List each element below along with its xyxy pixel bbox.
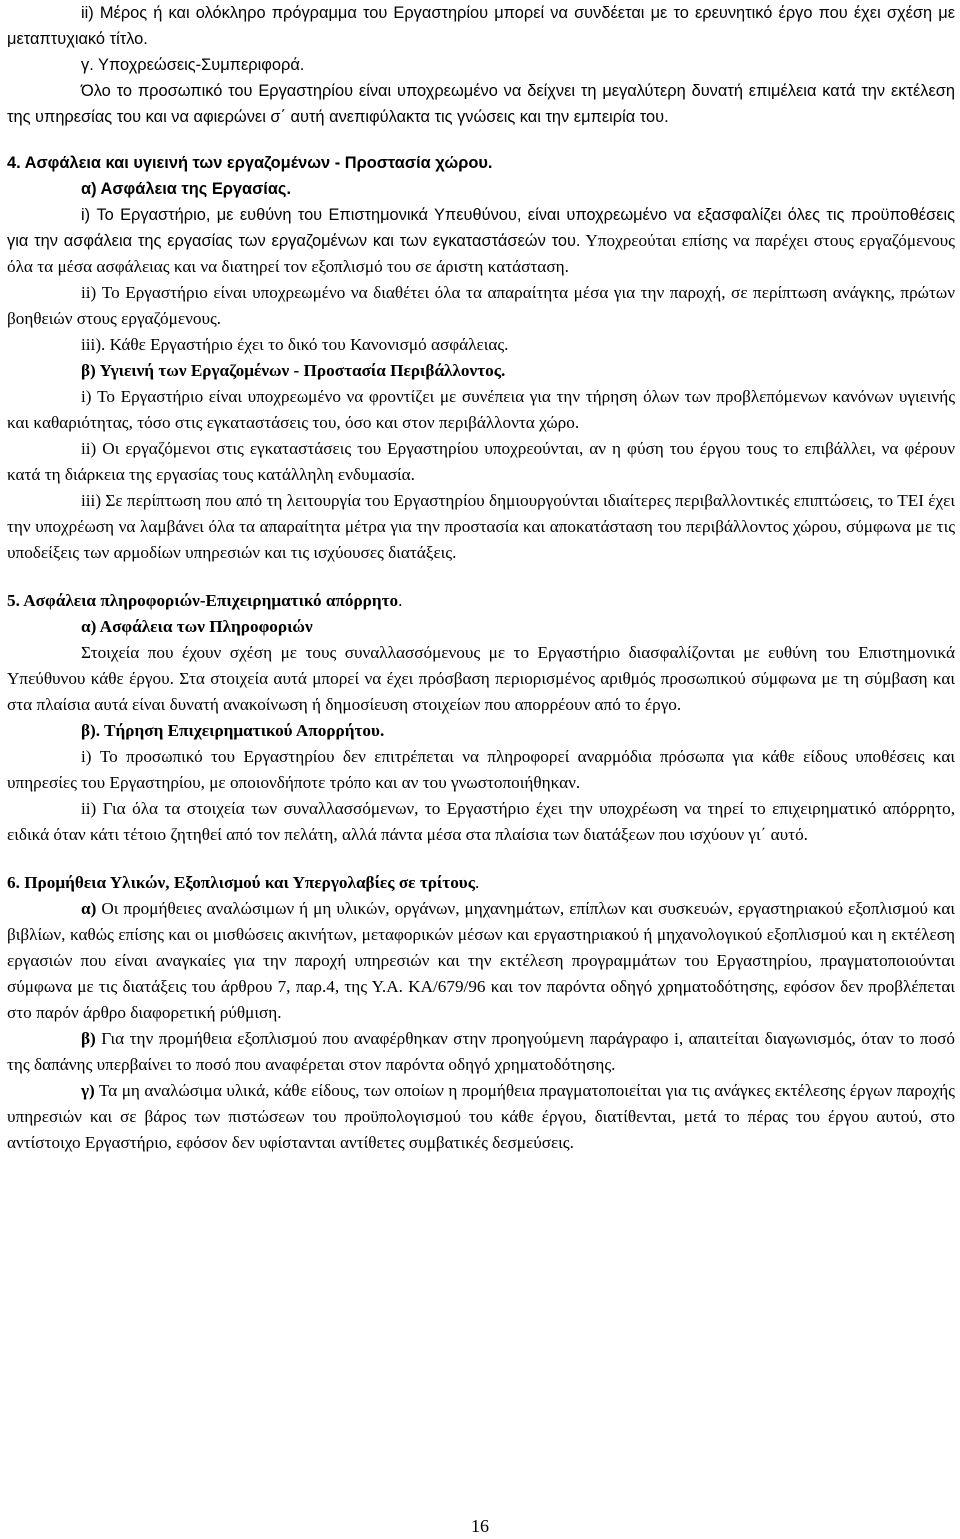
paragraph-4-b-iii: iii) Σε περίπτωση που από τη λειτουργία του Εργαστηρίου δημιουργούνται ιδιαίτερες περιβαλλοντικές επιπτώσεις, το ΤΕΙ έχει την υποχρέωση να λαμβάνει όλα τα απαραίτητα μέτρα για την προστασία και αποκατάσταση του περιβάλλοντος χώρου, σύμφωνα με τις υποδείξεις των αρμοδίων υπηρεσιών και τις ισχύουσες διατάξεις.: [7, 491, 955, 562]
subheading-5-b: [7, 718, 955, 744]
paragraph-4-a-i-sans: i) Το Εργαστήριο, με ευθύνη του Επιστημονικά Υπευθύνου, είναι υποχρεωμένο να εξασφαλίζει όλες τις προϋποθέσεις για την ασφάλεια της εργασίας των εργαζομένων και των εγκαταστάσεών του.: [7, 206, 955, 250]
paragraph-6-c-text: Τα μη αναλώσιμα υλικά, κάθε είδους, των οποίων η προμήθεια πραγματοποιείται για τις ανάγκες εκτέλεσης έργων παροχής υπηρεσιών και σε βάρος των πιστώσεων του προϋπολογισμού του κάθε έργου, διατίθενται, μετά το πέρας του έργου αυτού, στο αντίστοιχο Εργαστήριο, εφόσον δεν υφίστανται αντίθετες συμβατικές δεσμεύσεις.: [7, 1081, 955, 1152]
paragraph-6-b-label: β): [81, 1029, 96, 1048]
subheading-4-b: [7, 358, 955, 384]
subheading-3-g: γ. Υποχρεώσεις-Συμπεριφορά.: [81, 56, 305, 74]
heading-section-4: [7, 150, 955, 176]
paragraph-5-a: Στοιχεία που έχουν σχέση με τους συναλλασσόμενους με το Εργαστήριο διασφαλίζονται με ευθύνη του Επιστημονικά Υπεύθυνου κάθε έργου. Στα στοιχεία αυτά μπορεί να έχει πρόσβαση περιορισμένος αριθμός προσωπικού σύμφωνα με τη σύμβαση και στα πλαίσια αυτά είναι δυνατή ανακοίνωση ή δημοσίευση στοιχείων που απορρέουν από το έργο.: [7, 643, 955, 714]
page-number: 16: [471, 1516, 489, 1536]
heading-section-6: 6. Προμήθεια Υλικών, Εξοπλισμού και Υπεργολαβίες σε τρίτους.: [7, 873, 480, 892]
paragraph-6-a-label: α): [81, 899, 97, 918]
subheading-5-b-text: β). Τήρηση Επιχειρηματικού Απορρήτου.: [81, 721, 385, 740]
subheading-5-a: [7, 614, 955, 640]
paragraph-4-a-ii: ii) Το Εργαστήριο είναι υποχρεωμένο να διαθέτει όλα τα απαραίτητα μέσα για την παροχή, σε περίπτωση ανάγκης, πρώτων βοηθειών στους εργαζόμενους.: [7, 283, 955, 328]
paragraph-6-a: [7, 896, 955, 1026]
subheading-4-b-text: β) Υγιεινή των Εργαζομένων - Προστασία Περιβάλλοντος.: [81, 361, 506, 380]
spacer: [7, 566, 955, 588]
spacer: [7, 130, 955, 150]
paragraph-6-c-label: γ): [81, 1081, 95, 1100]
paragraph-4-a-i-serif: Υποχρεούται επίσης να παρέχει στους εργαζόμενους όλα τα μέσα ασφάλειας και να διατηρεί τον εξοπλισμό του σε άριστη κατάσταση.: [7, 231, 955, 276]
paragraph-3-ii: ii) Μέρος ή και ολόκληρο πρόγραμμα του Εργαστηρίου μπορεί να συνδέεται με το ερευνητικό έργο που έχει σχέση με μεταπτυχιακό τίτλο.: [7, 4, 955, 48]
paragraph-3-g: Όλο το προσωπικό του Εργαστηρίου είναι υποχρεωμένο να δείχνει τη μεγαλύτερη δυνατή επιμέλεια κατά την εκτέλεση της υπηρεσίας του και να αφιερώνει σ΄ αυτή ανεπιφύλακτα τις γνώσεις και την εμπειρία του.: [7, 82, 955, 126]
heading-section-5: 5. Ασφάλεια πληροφοριών-Επιχειρηματικό απόρρητο.: [7, 591, 403, 610]
paragraph-6-b: [7, 1026, 955, 1078]
paragraph-4-a-i: [7, 202, 955, 280]
spacer: [7, 848, 955, 870]
paragraph-6-a-text: Οι προμήθειες αναλώσιμων ή μη υλικών, οργάνων, μηχανημάτων, επίπλων και συσκευών, εργαστηριακού εξοπλισμού και βιβλίων, καθώς επίσης και οι μισθώσεις ακινήτων, μεταφορικών μέσων και εργαστηριακού ή μηχανολογικού εξοπλισμού και η εκτέλεση εργασιών που είναι αναγκαίες για την παροχή υπηρεσιών και την εκτέλεση προγραμμάτων του Εργαστηρίου, πραγματοποιούνται σύμφωνα με τις διατάξεις του άρθρου 7, παρ.4, της Υ.Α. ΚΑ/679/96 και τον παρόντα οδηγό χρηματοδότησης, εφόσον δεν προβλέπεται στο παρόν άρθρο διαφορετική ρύθμιση.: [7, 899, 956, 1022]
paragraph-5-b-ii: ii) Για όλα τα στοιχεία των συναλλασσόμενων, το Εργαστήριο έχει την υποχρέωση να τηρεί το επιχειρηματικό απόρρητο, ειδικά όταν κάτι τέτοιο ζητηθεί από τον πελάτη, αλλά πάντα μέσα στα πλαίσια των διατάξεων που ισχύουν γι΄ αυτό.: [7, 799, 955, 844]
paragraph-4-b-ii: ii) Οι εργαζόμενοι στις εγκαταστάσεις του Εργαστηρίου υποχρεούνται, αν η φύση του έργου τους το επιβάλλει, να φέρουν κατά τη διάρκεια της εργασίας τους κατάλληλη ενδυμασία.: [7, 439, 955, 484]
paragraph-6-c: [7, 1078, 955, 1156]
paragraph-4-a-iii: iii). Κάθε Εργαστήριο έχει το δικό του Κανονισμό ασφάλειας.: [81, 335, 509, 354]
subheading-4-a: [7, 176, 955, 202]
subheading-4-a-text: α) Ασφάλεια της Εργασίας.: [81, 180, 291, 198]
paragraph-6-b-text: Για την προμήθεια εξοπλισμού που αναφέρθηκαν στην προηγούμενη παράγραφο i, απαιτείται διαγωνισμός, όταν το ποσό της δαπάνης υπερβαίνει το ποσό που αναφέρεται στον παρόντα οδηγό χρηματοδότησης.: [7, 1029, 955, 1074]
heading-section-5-text: 5. Ασφάλεια πληροφοριών-Επιχειρηματικό απόρρητο: [7, 591, 399, 610]
subheading-5-a-text: α) Ασφάλεια των Πληροφοριών: [81, 617, 313, 636]
paragraph-4-b-i: i) Το Εργαστήριο είναι υποχρεωμένο να φροντίζει με συνέπεια για την τήρηση όλων των προβλεπόμενων κανόνων υγιεινής και καθαριότητας, τόσο στις εγκαταστάσεις του, όσο και στον περιβάλλοντα χώρο.: [7, 387, 955, 432]
heading-section-6-text: 6. Προμήθεια Υλικών, Εξοπλισμού και Υπεργολαβίες σε τρίτους: [7, 873, 475, 892]
paragraph-5-b-i: i) Το προσωπικό του Εργαστηρίου δεν επιτρέπεται να πληροφορεί αναρμόδια πρόσωπα για κάθε είδους υποθέσεις και υπηρεσίες του Εργαστηρίου, με οποιονδήποτε τρόπο και αν του γνωστοποιήθηκαν.: [7, 747, 955, 792]
heading-section-4-text: 4. Ασφάλεια και υγιεινή των εργαζομένων - Προστασία χώρου.: [7, 154, 493, 172]
